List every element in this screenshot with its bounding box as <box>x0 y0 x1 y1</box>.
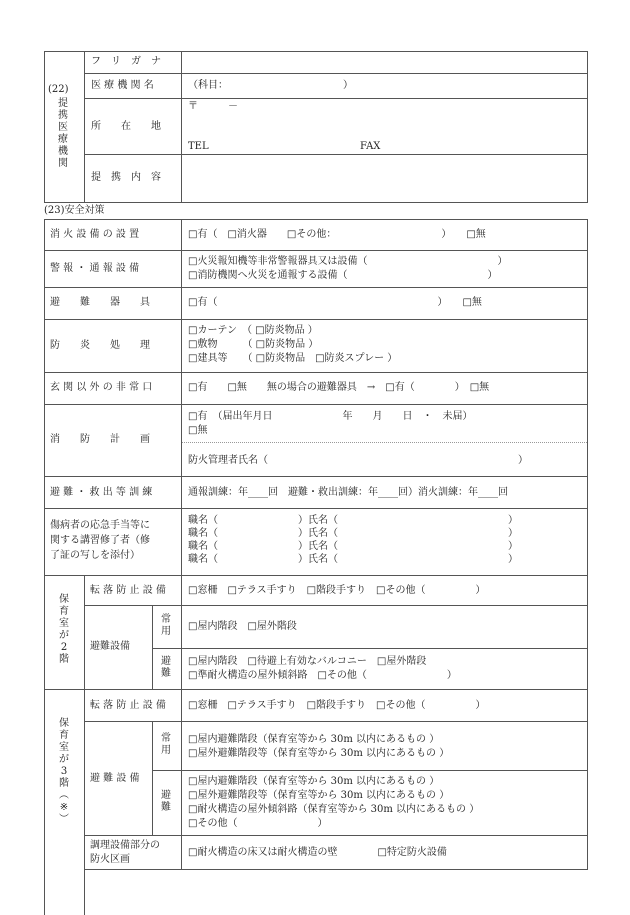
rule <box>84 73 588 74</box>
floor3-evac-label: 避 難 設 備 <box>90 773 140 784</box>
floor3-regular-options[interactable]: □屋内避難階段（保育室等から 30m 以内にあるもの ） <box>188 734 440 745</box>
floor2-regular-label: 常 用 <box>161 614 171 637</box>
rule <box>44 575 588 576</box>
rule <box>44 51 588 52</box>
drills-label: 避 難 ・ 救 出 等 訓 練 <box>50 487 153 498</box>
first-aid-row[interactable]: 職名（ ）氏名（ ） <box>188 515 518 526</box>
section-number: (22) <box>48 84 69 95</box>
rule <box>44 319 588 320</box>
extinguisher-label: 消 火 設 備 の 設 置 <box>50 229 140 240</box>
kitchen-fire-compartment-label: 調理設備部分の <box>90 840 160 851</box>
rule <box>152 721 153 835</box>
floor2-side-label: 保 育 室 が 2 階 <box>59 594 69 665</box>
rule <box>44 372 588 373</box>
drills-field[interactable]: 通報訓練：年____回 避難・救出訓練：年____回）消火訓練：年____回 <box>188 487 508 498</box>
rule <box>152 648 588 649</box>
rule <box>181 51 182 203</box>
rule <box>44 404 588 405</box>
first-aid-label: 了証の写しを添付） <box>50 550 140 561</box>
floor2-fall-label: 転 落 防 止 設 備 <box>90 585 166 596</box>
alarm-option-2[interactable]: □消防機関へ火災を通報する設備（ ） <box>188 270 498 281</box>
floor2-emergency-label: 避 難 <box>161 656 171 679</box>
furigana-label: フ リ ガ ナ <box>91 56 161 67</box>
floor3-emergency-options[interactable]: □その他（ ） <box>188 818 328 829</box>
floor2-evac-label: 避難設備 <box>90 641 130 652</box>
rule <box>182 442 587 443</box>
flameproof-option-rug[interactable]: □敷物 （ □防炎物品 ） <box>188 339 319 350</box>
rule <box>44 202 588 203</box>
rule <box>84 51 85 203</box>
extinguisher-options[interactable]: □有（ □消火器 □その他： ） □無 <box>188 229 486 240</box>
rule <box>84 869 588 870</box>
floor3-fall-label: 転 落 防 止 設 備 <box>90 700 166 711</box>
rule <box>152 770 588 771</box>
floor3-side-label: 保 育 室 が 3 階 ︵ ※ ︶ <box>59 718 69 825</box>
evacuation-equipment-options[interactable]: □有（ ） □無 <box>188 297 482 308</box>
institution-name-label: 医 療 機 関 名 <box>91 80 154 91</box>
rule <box>587 51 588 203</box>
address-label: 所 在 地 <box>91 121 161 132</box>
first-aid-label: 関する講習修了者（修 <box>50 535 150 546</box>
first-aid-label: 傷病者の応急手当等に <box>50 520 150 531</box>
section-side-label: 提 携 医 療 機 関 <box>58 98 68 169</box>
floor3-emergency-options[interactable]: □耐火構造の屋外傾斜路（保育室等から 30m 以内にあるもの ） <box>188 804 480 815</box>
emergency-exit-options[interactable]: □有 □無 無の場合の避難器具 → □有（ ） □無 <box>188 382 490 393</box>
rule <box>587 219 588 869</box>
rule <box>84 575 85 915</box>
fire-manager-name-field[interactable]: 防火管理者氏名（ ） <box>188 455 528 466</box>
rule <box>84 835 588 836</box>
flameproof-option-curtain[interactable]: □カーテン （ □防炎物品 ） <box>188 325 318 336</box>
kitchen-fire-compartment-options[interactable]: □耐火構造の床又は耐火構造の壁 □特定防火設備 <box>188 847 447 858</box>
alarm-option-1[interactable]: □火災報知機等非常警報器具又は設備（ ） <box>188 256 508 267</box>
evacuation-equipment-label: 避 難 器 具 <box>50 297 150 308</box>
floor3-fall-options[interactable]: □窓柵 □テラス手すり □階段手すり □その他（ ） <box>188 700 486 711</box>
rule <box>44 219 588 220</box>
postal-code-field[interactable]: 〒 － <box>188 101 238 112</box>
section-title: (23)安全対策 <box>44 205 105 216</box>
kitchen-fire-compartment-label: 防火区画 <box>90 854 130 865</box>
first-aid-row[interactable]: 職名（ ）氏名（ ） <box>188 554 518 565</box>
fire-plan-option-yes[interactable]: □有 （届出年月日 年 月 日 ・ 未届） <box>188 411 473 422</box>
first-aid-row[interactable]: 職名（ ）氏名（ ） <box>188 528 518 539</box>
floor2-regular-options[interactable]: □屋内階段 □屋外階段 <box>188 621 297 632</box>
tel-field[interactable]: TEL <box>188 141 209 152</box>
rule <box>44 219 45 915</box>
floor3-regular-label: 常 用 <box>161 733 171 756</box>
rule <box>44 508 588 509</box>
rule <box>44 476 588 477</box>
rule <box>181 219 182 869</box>
rule <box>84 605 588 606</box>
fax-field[interactable]: FAX <box>360 141 381 152</box>
rule <box>44 51 45 203</box>
floor3-regular-options[interactable]: □屋外避難階段等（保育室等から 30m 以内にあるもの ） <box>188 748 450 759</box>
rule <box>152 605 153 689</box>
floor2-emergency-options[interactable]: □準耐火構造の屋外傾斜路 □その他（ ） <box>188 670 457 681</box>
rule <box>84 721 588 722</box>
floor3-emergency-options[interactable]: □屋内避難階段（保育室等から 30m 以内にあるもの ） <box>188 776 440 787</box>
emergency-exit-label: 玄 関 以 外 の 非 常 口 <box>50 382 153 393</box>
rule <box>84 98 588 99</box>
alarm-label: 警 報 ・ 通 報 設 備 <box>50 263 140 274</box>
rule <box>44 287 588 288</box>
rule <box>44 250 588 251</box>
institution-name-field[interactable]: （科目： ） <box>188 80 353 91</box>
contract-label: 提 携 内 容 <box>91 172 161 183</box>
flameproof-option-fittings[interactable]: □建具等 （ □防炎物品 □防炎スプレー ） <box>188 353 398 364</box>
fire-plan-option-no[interactable]: □無 <box>188 425 208 436</box>
fire-plan-label: 消 防 計 画 <box>50 434 150 445</box>
floor3-emergency-options[interactable]: □屋外避難階段等（保育室等から 30m 以内にあるもの ） <box>188 790 450 801</box>
floor3-emergency-label: 避 難 <box>161 790 171 813</box>
flameproof-label: 防 炎 処 理 <box>50 340 150 351</box>
rule <box>44 689 588 690</box>
first-aid-row[interactable]: 職名（ ）氏名（ ） <box>188 541 518 552</box>
floor2-emergency-options[interactable]: □屋内階段 □待避上有効なバルコニー □屋外階段 <box>188 656 427 667</box>
floor2-fall-options[interactable]: □窓柵 □テラス手すり □階段手すり □その他（ ） <box>188 585 486 596</box>
rule <box>84 154 588 155</box>
